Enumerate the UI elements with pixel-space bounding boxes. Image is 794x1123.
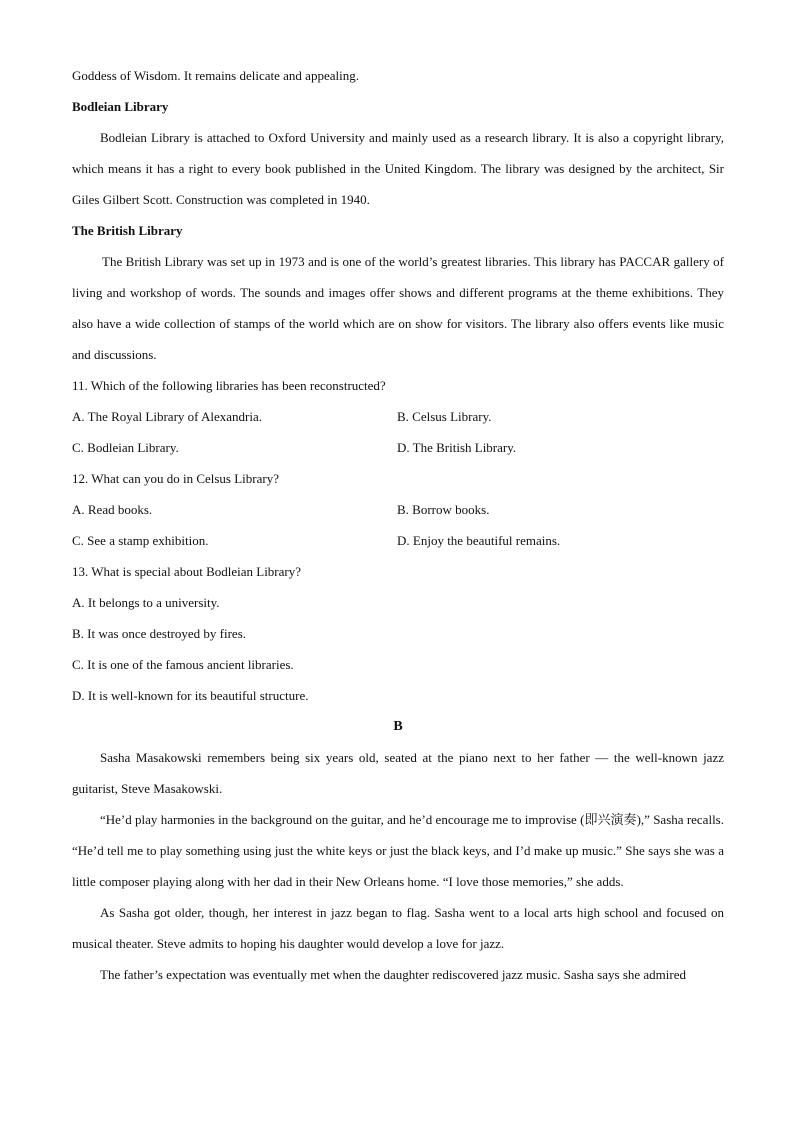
section-b-paragraph: As Sasha got older, though, her interest in jazz began to flag. Sasha went to a local arts high school and focused on musical theater. Steve admits to hoping his daughter would develop a love for jazz. [72, 905, 724, 951]
intro-end-text: Goddess of Wisdom. It remains delicate and appealing. [72, 68, 359, 83]
option-11-d: D. The British Library. [397, 440, 517, 455]
options-row [72, 432, 724, 463]
question-11: 11. Which of the following libraries has been reconstructed? [72, 378, 386, 393]
british-heading: The British Library [72, 223, 183, 238]
options-row [72, 494, 724, 525]
option-11-a: A. The Royal Library of Alexandria. [72, 409, 263, 424]
section-b-paragraph: The father’s expectation was eventually met when the daughter rediscovered jazz music. Sasha says she admired [100, 967, 686, 982]
section-b-paragraph: Sasha Masakowski remembers being six years old, seated at the piano next to her father — the well-known jazz guitarist, Steve Masakowski. [72, 750, 724, 796]
options-row [72, 401, 724, 432]
british-paragraph: The British Library was set up in 1973 and is one of the world’s greatest libraries. This library has PACCAR gallery of living and workshop of words. The sounds and images offer shows and different programs at the theme exhibitions. They also have a wide collection of stamps of the world which are on show for visitors. The library also offers events like music and discussions. [72, 254, 724, 362]
options-row [72, 525, 724, 556]
option-12-a: A. Read books. [72, 502, 153, 517]
question-13: 13. What is special about Bodleian Library? [72, 564, 301, 579]
option-12-d: D. Enjoy the beautiful remains. [397, 533, 561, 548]
option-13-d: D. It is well-known for its beautiful structure. [72, 688, 309, 703]
option-13-b: B. It was once destroyed by fires. [72, 626, 247, 641]
document-page [72, 60, 724, 990]
section-b-paragraph: “He’d play harmonies in the background on the guitar, and he’d encourage me to improvise (即兴演奏),” Sasha recalls. “He’d tell me to play something using just the white keys or just the black keys, and I’d make up music.” She says she was a little composer playing along with her dad in their New Orleans home. “I love those memories,” she adds. [72, 812, 724, 889]
option-11-b: B. Celsus Library. [397, 409, 492, 424]
option-13-a: A. It belongs to a university. [72, 595, 220, 610]
bodleian-heading: Bodleian Library [72, 99, 169, 114]
option-12-b: B. Borrow books. [397, 502, 490, 517]
option-12-c: C. See a stamp exhibition. [72, 533, 209, 548]
option-13-c: C. It is one of the famous ancient libraries. [72, 657, 294, 672]
question-12: 12. What can you do in Celsus Library? [72, 471, 279, 486]
option-11-c: C. Bodleian Library. [72, 440, 179, 455]
section-b-title: B [393, 719, 403, 734]
bodleian-paragraph: Bodleian Library is attached to Oxford University and mainly used as a research library. It is also a copyright library, which means it has a right to every book published in the United Kingdom. The library was designed by the architect, Sir Giles Gilbert Scott. Construction was completed in 1940. [72, 130, 724, 207]
